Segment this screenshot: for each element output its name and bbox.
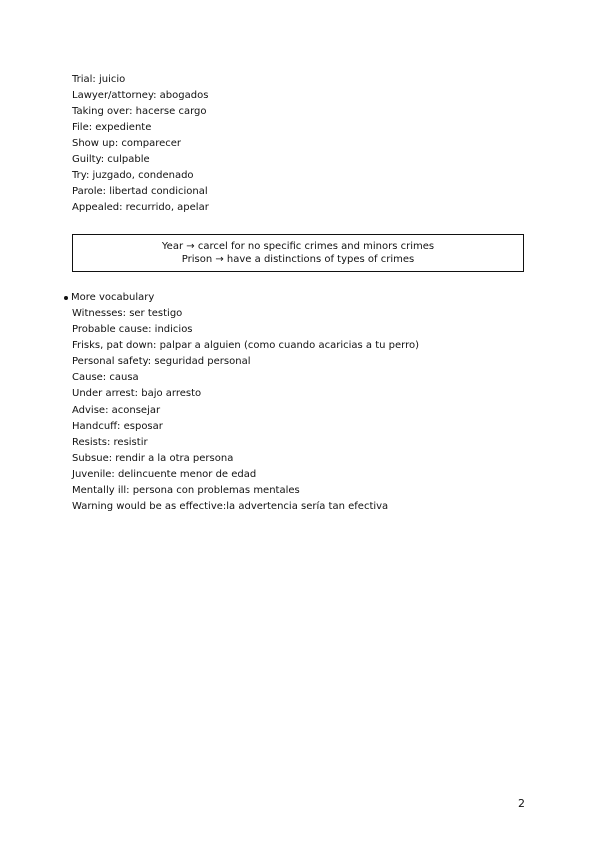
vocab-item: Guilty: culpable: [72, 154, 150, 165]
vocab-item: File: expediente: [72, 122, 152, 133]
vocab-item: Try: juzgado, condenado: [72, 170, 194, 181]
vocab-item: Resists: resistir: [72, 436, 148, 448]
vocab-item: Frisks, pat down: palpar a alguien (como cuando acaricias a tu perro): [72, 340, 419, 352]
vocab-item: Witnesses: ser testigo: [72, 308, 183, 319]
vocab-item: Personal safety: seguridad personal: [72, 356, 251, 368]
vocab-item: Cause: causa: [72, 372, 139, 384]
bullet-icon: [64, 296, 68, 300]
vocabulary-list: [72, 72, 209, 216]
vocab-item: Juvenile: delincuente menor de edad: [72, 468, 257, 480]
vocab-item: Parole: libertad condicional: [72, 186, 208, 197]
note-line: Prison → have a distinctions of types of crimes: [181, 254, 415, 265]
page-number: 2: [518, 797, 525, 810]
section-heading: [64, 290, 419, 306]
more-vocabulary-list: [64, 306, 419, 515]
vocab-item: Appealed: recurrido, apelar: [72, 202, 209, 213]
vocab-item: Handcuff: esposar: [72, 420, 163, 432]
vocab-item: Show up: comparecer: [72, 138, 182, 149]
vocab-item: Warning would be as effective:la advertencia sería tan efectiva: [72, 501, 389, 513]
more-vocabulary-section: [64, 290, 419, 515]
vocab-item: Taking over: hacerse cargo: [72, 106, 207, 117]
note-line: Year → carcel for no specific crimes and minors crimes: [161, 241, 435, 252]
note-box: [72, 234, 524, 272]
vocab-item: Mentally ill: persona con problemas mentales: [72, 485, 300, 497]
section-heading-label: More vocabulary: [71, 292, 155, 303]
vocab-item: Subsue: rendir a la otra persona: [72, 452, 234, 464]
vocab-item: Under arrest: bajo arresto: [72, 388, 202, 400]
vocab-item: Trial: juicio: [72, 74, 126, 85]
vocab-item: Lawyer/attorney: abogados: [72, 90, 209, 101]
vocab-item: Probable cause: indicios: [72, 324, 193, 336]
vocab-item: Advise: aconsejar: [72, 404, 161, 416]
